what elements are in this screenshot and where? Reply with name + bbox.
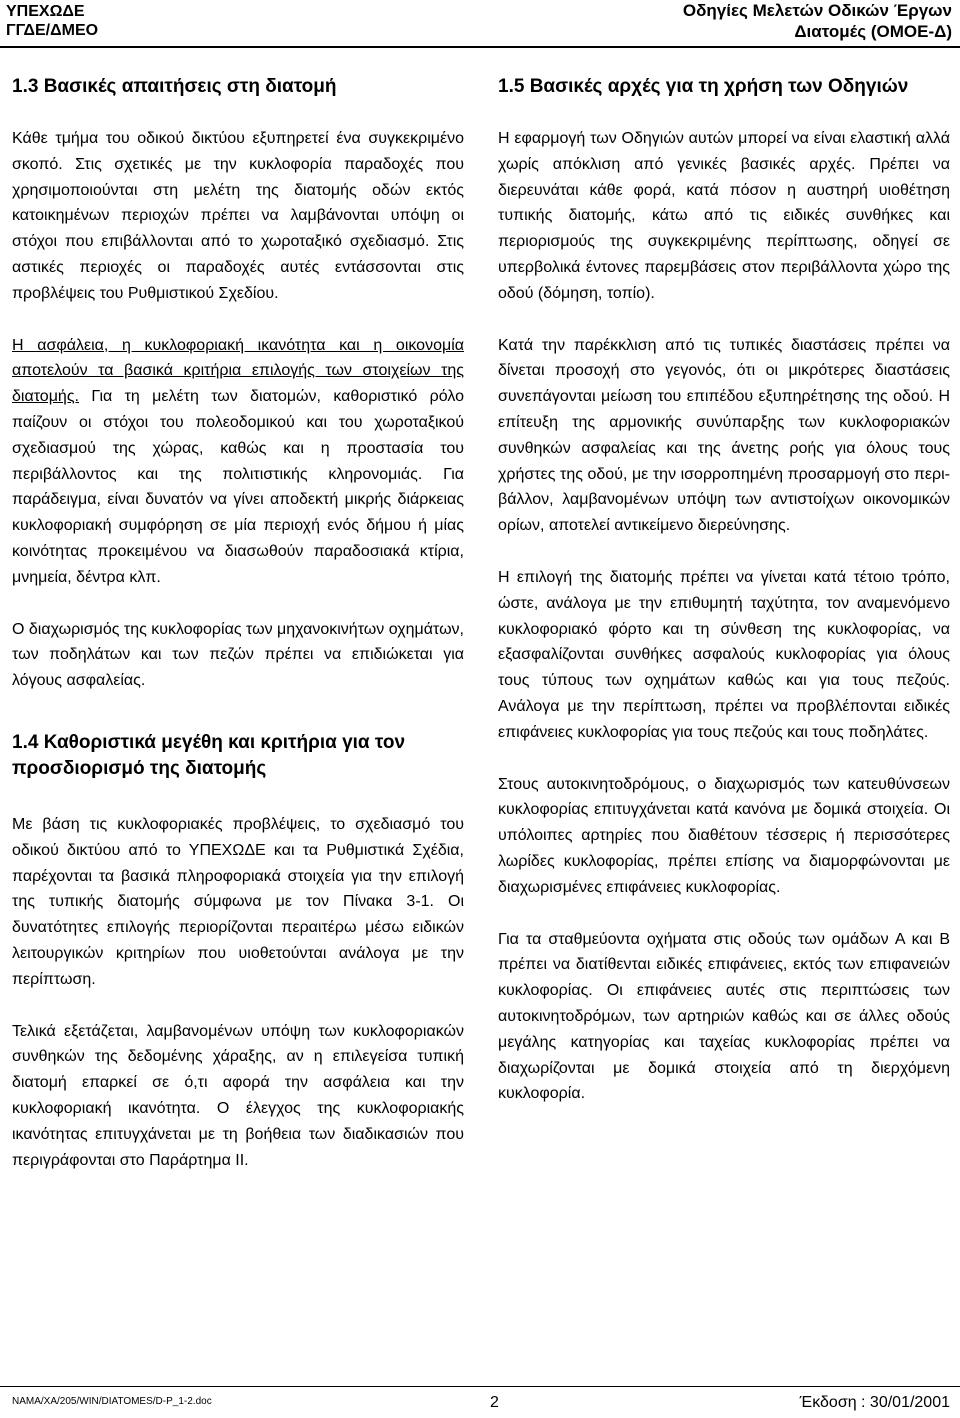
paragraph: Για τα σταθμεύοντα οχήματα στις οδούς των ομάδων Α και Β πρέπει να διατίθενται ειδικές επιφάνειες, εκτός των επιφανειών κυκλοφορίας. Οι επιφάνειες αυτές στις περιπτώσεις των αυτοκινητοδρόμων, των αρτηριών καθώς και σε άλλες οδούς μεγάλης κατηγορίας και ταχείας κυκλοφορίας πρέπει να διαχωρίζονται με δομικά στοιχεία από τη διερχόμενη κυκλοφορία.	[498, 930, 950, 1103]
paragraph-text: Για τη μελέτη των διατομών, καθοριστικό ρόλο παίζουν οι στόχοι του πολεοδομικού και του χωροταξικού σχεδιασμού της χώρας, καθώς και η προστασία του περιβάλλοντος και της πολιτιστικής κληρονομιάς. Για παράδειγμα, είναι δυνατόν να γίνει αποδεκτή μικρής διάρκειας κυκλοφοριακή συμφόρηση σε μία περιοχή ενός δήμου ή μίας κοινότητας προκειμένου να διασωθούν παραδοσιακά κτίρια, μνημεία, δέντρα κλπ.	[12, 388, 464, 586]
header-divider	[0, 46, 960, 48]
paragraph: Η εφαρμογή των Οδηγιών αυτών μπορεί να είναι ελαστική αλλά χωρίς απόκλιση από γενικές βασικές αρχές. Πρέπει να διερευνάται κάθε φορά, κατά πόσον η αυστηρή υιοθέτηση τυπικής διατομής, κάτω από τις ειδικές συνθήκες και περιορισμούς της συγκεκριμένης περίπτωσης, οδηγεί σε υπερβολικά έντονες παρεμβάσεις στον περιβάλλοντα χώρο της οδού (δόμηση, τοπίο).	[498, 130, 950, 302]
paragraph: Η επιλογή της διατομής πρέπει να γίνεται κατά τέτοιο τρόπο, ώστε, ανάλογα με την επιθυμητή ταχύτητα, τον αναμενόμενο κυκλοφοριακό φόρτο και τη σύνθεση της κυκλοφορίας, να εξασφαλίζονται συνθήκες ασφαλούς κυκλοφορίας για όλους τους τύπους των οχημάτων καθώς και για τους πεζούς. Ανάλογα με την περίπτωση, πρέπει να προβλέπονται ειδικές επιφάνειες κυκλοφορίας για τους πεζούς και τους ποδηλάτες.	[498, 568, 950, 741]
section-1-3-heading: 1.3 Βασικές απαιτήσεις στη διατομή	[12, 76, 337, 97]
paragraph: Με βάση τις κυκλοφοριακές προβλέψεις, το σχεδιασμό του οδικού δικτύου από το ΥΠΕΧΩΔΕ και τα Ρυθμιστικά Σχέδια, παρέχονται τα βασικά πληροφοριακά στοιχεία για την επιλογή της τυπικής διατομής σύμφωνα με τον Πίνακα 3-1. Οι δυνατότητες επιλογής περιορίζονται περαιτέρω μέσω ειδικών λειτουργικών κριτηρίων που υιοθετούνται ανάλογα με την περίπτωση.	[12, 815, 464, 988]
paragraph: Κάθε τμήμα του οδικού δικτύου εξυπηρετεί ένα συγκεκριμένο σκοπό. Στις σχετικές με την κυκλοφορία παραδοχές που χρησιμοποιούνται στη μελέτη της διατομής οδών εκτός κατοικημένων περιοχών πρέπει να λαμβάνονται υπόψη οι στόχοι που επιβάλλονται από το χωροταξικό σχεδιασμό. Στις αστικές περιοχές οι παραδοχές αυτές εντάσσονται στις προβλέψεις του Ρυθμιστικού Σχεδίου.	[12, 130, 464, 302]
footer-divider	[0, 1386, 960, 1387]
page-footer	[0, 1386, 960, 1418]
underlined-sentence: Η ασφάλεια, η κυκλοφοριακή ικανότητα και η οικονομία αποτελούν τα βασικά κριτήρια επιλογής των στοιχείων της διατομής.	[12, 336, 464, 406]
section-1-5-heading: 1.5 Βασικές αρχές για τη χρήση των Οδηγιών	[498, 76, 909, 97]
left-column	[12, 74, 464, 1199]
footer-page-number: 2	[490, 1394, 499, 1411]
header-doc-subtitle: Διατομές (ΟΜΟΕ-Δ)	[794, 22, 952, 41]
page-header	[0, 0, 960, 48]
paragraph	[12, 333, 464, 591]
header-doc-title: Οδηγίες Μελετών Οδικών Έργων	[682, 1, 952, 20]
header-org-line1: ΥΠΕΧΩΔΕ	[6, 3, 85, 20]
paragraph: Στους αυτοκινητοδρόμους, ο διαχωρισμός των κατευθύνσεων κυκλοφορίας επιτυγχάνεται κατά κανόνα με δομικά στοιχεία. Οι υπόλοιπες αρτηρίες που διαθέτουν τέσσερις ή περισσότερες λωρίδες κυκλοφορίας, πρέπει επίσης να διαμορφώνονται με διαχωρισμένες επιφάνειες κυκλοφορίας.	[498, 775, 950, 896]
header-organization	[6, 2, 98, 40]
section-1-4-heading: 1.4 Καθοριστικά μεγέθη και κριτήρια για τον προσδιορισμό της διατομής	[12, 731, 406, 779]
footer-edition: Έκδοση : 30/01/2001	[799, 1394, 950, 1411]
paragraph: Ο διαχωρισμός της κυκλοφορίας των μηχανοκινήτων οχημάτων, των ποδηλάτων και των πεζών πρέπει να επιδιώκεται για λόγους ασφαλείας.	[12, 620, 464, 690]
paragraph: Τελικά εξετάζεται, λαμβανομένων υπόψη των κυκλοφοριακών συνθηκών της δεδομένης χάραξης, αν η επιλεγείσα τυπική διατομή επαρκεί σε ό,τι αφορά την ασφάλεια και την κυκλοφοριακή ικανότητα. Ο έλεγχος της κυκλοφοριακής ικανότητας επιτυγχάνεται με τη βοήθεια των διαδικασιών που περιγράφονται στο Παράρτημα ΙΙ.	[12, 1022, 464, 1169]
header-org-line2: ΓΓΔΕ/ΔΜΕΟ	[6, 22, 99, 39]
right-column	[498, 74, 950, 1133]
footer-file-code: NAMA/XA/205/WIN/DIATOMES/D-P_1-2.doc	[12, 1396, 212, 1407]
paragraph: Κατά την παρέκκλιση από τις τυπικές διαστάσεις πρέπει να δίνεται προσοχή στο γεγονός, ότι οι μικρότερες διαστάσεις συνεπάγονται μείωση του επιπέδου εξυπηρέτησης της οδού. Η επίτευξη της αρμονικής συνύπαρξης των κυκλοφοριακών συνθηκών ασφαλείας και της άνετης ροής για όλους τους χρήστες της οδού, με την ισορροπημένη προσαρμογή στο περιβάλλον, λαμβανομένων υπόψη των αντιστοίχων οικονομικών ορίων, αποτελεί αντικείμενο διερεύνησης.	[498, 336, 950, 535]
header-document	[683, 0, 952, 42]
